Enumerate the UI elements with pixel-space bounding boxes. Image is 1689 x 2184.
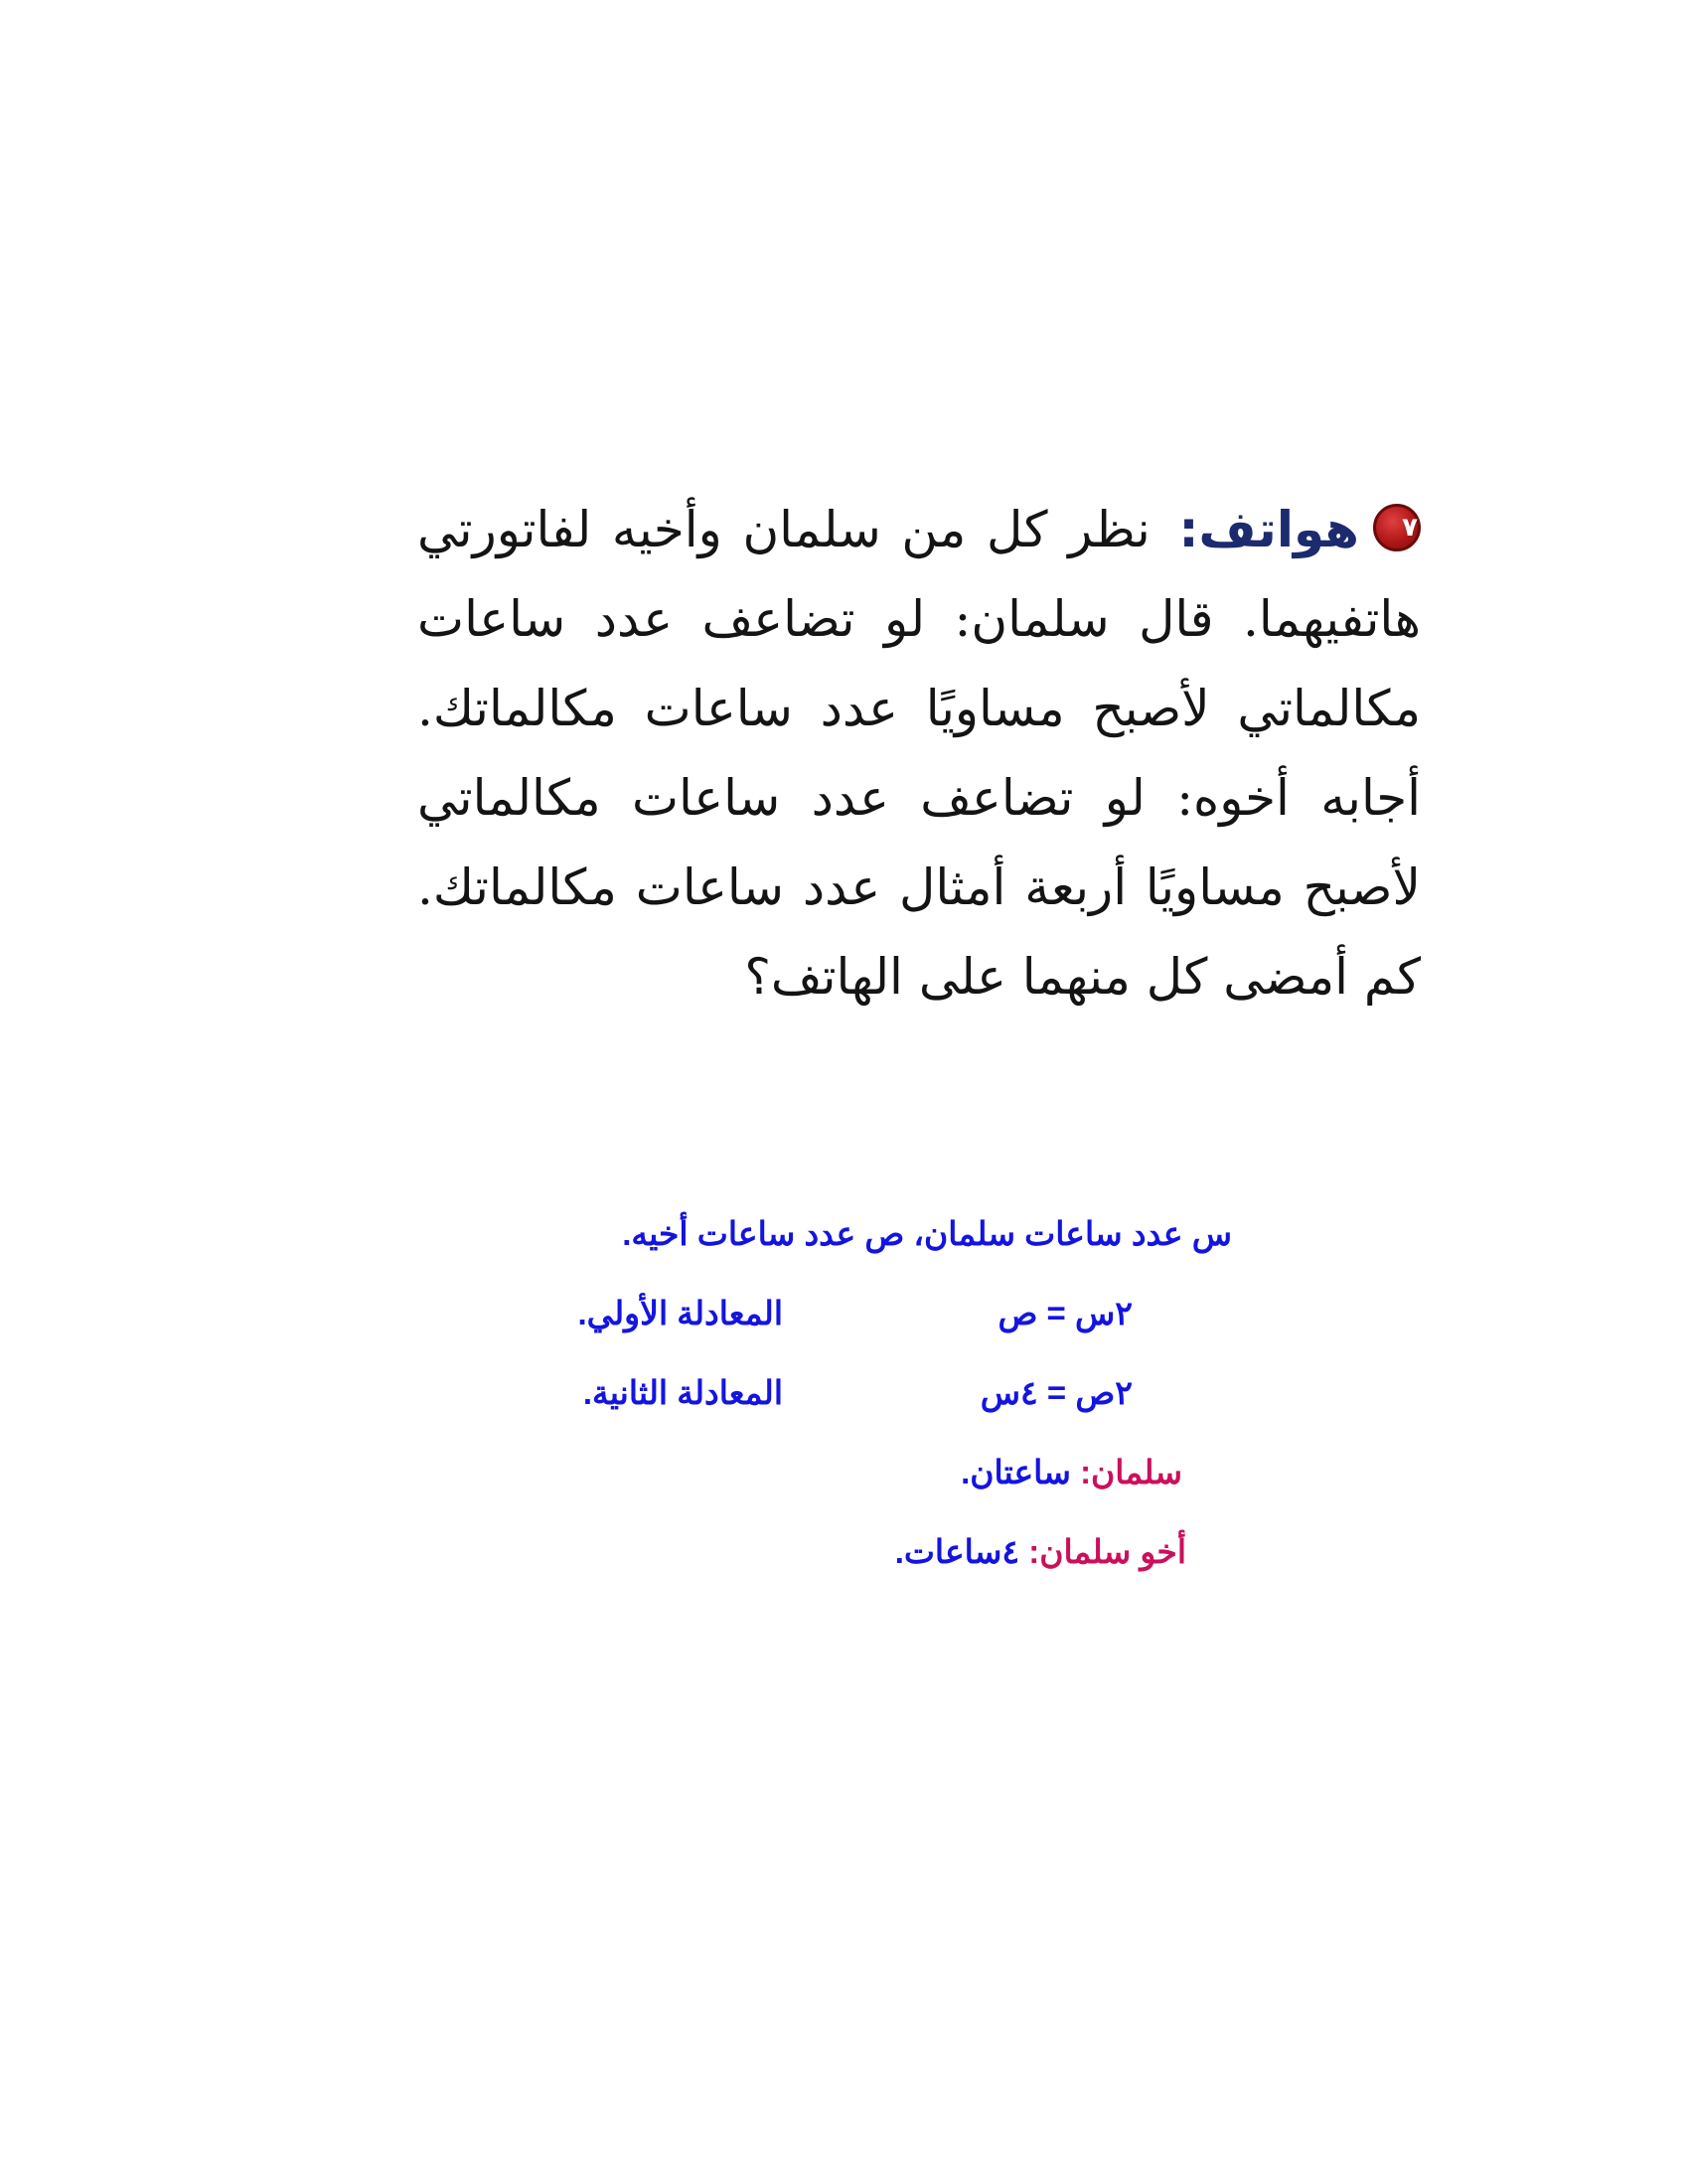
problem-statement <box>417 485 1421 1021</box>
variable-definition: س عدد ساعات سلمان، ص عدد ساعات أخيه. <box>622 1215 1232 1252</box>
answer-brother <box>895 1532 1186 1571</box>
problem-heading: هواتف: <box>1178 501 1359 558</box>
answer-brother-value: ٤ساعات. <box>894 1533 1020 1570</box>
problem-line-5: لأصبح مساويًا أربعة أمثال عدد ساعات مكالماتك. <box>417 858 1421 916</box>
problem-line-4: أجابه أخوه: لو تضاعف عدد ساعات مكالماتي <box>417 769 1421 827</box>
equation-2-label: المعادلة الثانية. <box>582 1374 783 1411</box>
problem-number-badge: ٧ <box>1373 504 1421 551</box>
answer-salman-value: ساعتان. <box>961 1454 1071 1490</box>
equation-2: ٢ص = ٤س <box>980 1374 1133 1411</box>
answer-salman <box>961 1453 1182 1491</box>
equation-1-label: المعادلة الأولي. <box>577 1295 783 1331</box>
equation-1: ٢س = ص <box>998 1295 1133 1331</box>
answer-brother-label: أخو سلمان: <box>1028 1533 1186 1570</box>
problem-text-line-1: نظر كل من سلمان وأخيه لفاتورتي <box>417 501 1151 558</box>
problem-line-2: هاتفيهما. قال سلمان: لو تضاعف عدد ساعات <box>417 590 1421 648</box>
problem-line-1 <box>417 485 1421 574</box>
answer-salman-label: سلمان: <box>1080 1454 1182 1490</box>
problem-line-3: مكالماتي لأصبح مساويًا عدد ساعات مكالماتك. <box>417 680 1421 737</box>
problem-line-6: كم أمضى كل منهما على الهاتف؟ <box>744 948 1421 1006</box>
